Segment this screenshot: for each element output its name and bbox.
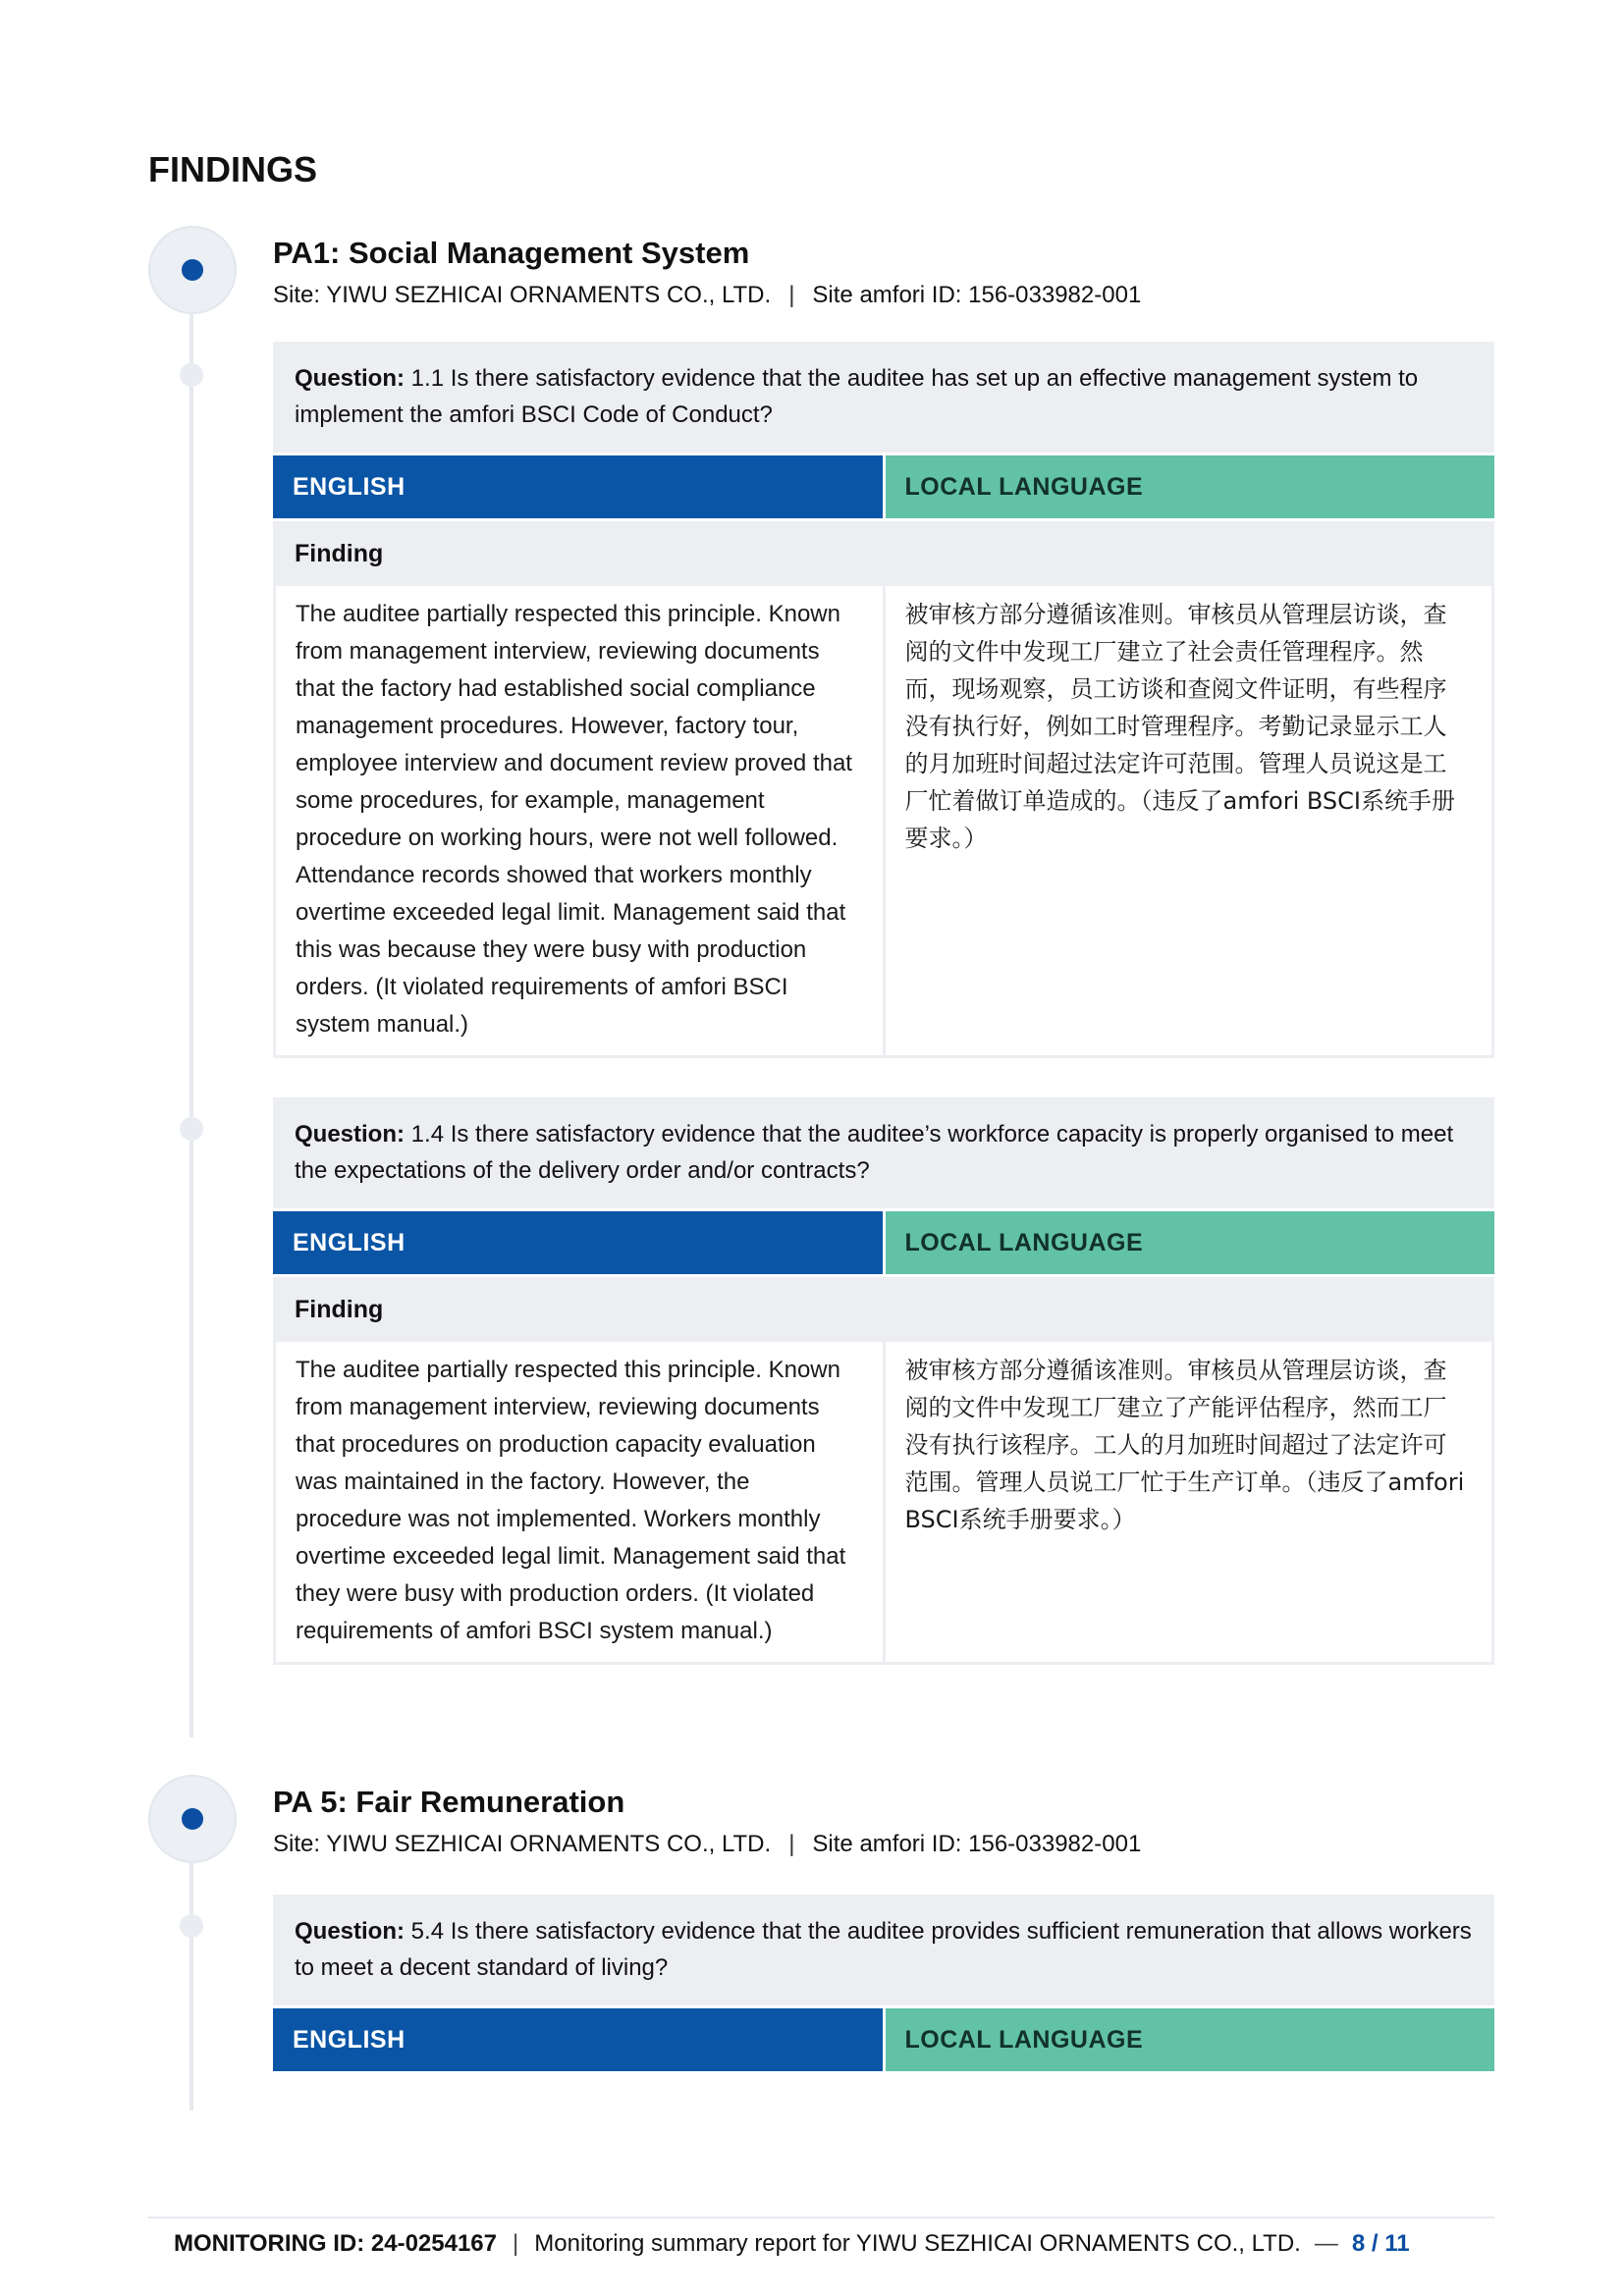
section-marker-icon xyxy=(148,226,237,314)
finding-local-text: 被审核方部分遵循该准则。审核员从管理层访谈，查阅的文件中发现工厂建立了社会责任管理程序。然而，现场观察，员工访谈和查阅文件证明，有些程序没有执行好，例如工时管理程序。考勤记录显示工人的月加班时间超过法定许可范围。管理人员说这是工厂忙着做订单造成的。（违反了amfori BSCI系统手册要求。） xyxy=(904,601,1455,852)
page-footer xyxy=(174,2230,1410,2258)
site-info xyxy=(273,1831,1141,1858)
page-title: FINDINGS xyxy=(148,149,318,189)
question-block xyxy=(273,1097,1494,1665)
site-separator: | xyxy=(788,282,795,308)
question-text: 5.4 Is there satisfactory evidence that the auditee provides sufficient remuneration that allows workers to meet a decent standard of living? xyxy=(295,1918,1472,1981)
question-dot-icon xyxy=(180,1117,203,1141)
question-label: Question: xyxy=(295,365,405,392)
finding-body xyxy=(273,586,1494,1058)
timeline-line xyxy=(189,314,193,1737)
question-block xyxy=(273,342,1494,1058)
site-separator: | xyxy=(788,1831,795,1857)
finding-label: Finding xyxy=(273,521,1494,586)
question-dot-icon xyxy=(180,1914,203,1938)
question-dot-icon xyxy=(180,363,203,387)
english-column-header: ENGLISH xyxy=(273,455,883,518)
finding-english-text: The auditee partially respected this principle. Known from management interview, reviewing documents that the factory had established social compliance management procedures. However, factory tour, employee interview and document review proved that some procedures, for example, management procedure on working hours, were not well followed. Attendance records showed that workers monthly overtime exceeded legal limit. Management said that this was because they were busy with production orders. (It violated requirements of amfori BSCI system manual.) xyxy=(276,586,886,1055)
page-number: 8 / 11 xyxy=(1351,2230,1410,2257)
local-language-column-header: LOCAL LANGUAGE xyxy=(886,2008,1495,2071)
section-title: PA1: Social Management System xyxy=(273,236,750,270)
site-name: Site: YIWU SEZHICAI ORNAMENTS CO., LTD. xyxy=(273,1831,772,1857)
timeline-line xyxy=(189,1860,193,2110)
question-text: 1.1 Is there satisfactory evidence that the auditee has set up an effective management system to implement the amfori BSCI Code of Conduct? xyxy=(295,365,1419,428)
language-header-row xyxy=(273,455,1494,518)
question-block xyxy=(273,1895,1494,2071)
question-panel xyxy=(273,1097,1494,1208)
section-marker-icon xyxy=(148,1775,237,1863)
question-label: Question: xyxy=(295,1121,405,1148)
section-title: PA 5: Fair Remuneration xyxy=(273,1785,625,1819)
local-language-column-header: LOCAL LANGUAGE xyxy=(886,455,1495,518)
monitoring-id: MONITORING ID: 24-0254167 xyxy=(174,2230,498,2257)
local-language-column-header: LOCAL LANGUAGE xyxy=(886,1211,1495,1274)
finding-body xyxy=(273,1342,1494,1665)
footer-divider xyxy=(148,2216,1494,2218)
question-panel xyxy=(273,342,1494,453)
site-amfori-id: Site amfori ID: 156-033982-001 xyxy=(812,1831,1142,1857)
language-header-row xyxy=(273,1211,1494,1274)
question-text: 1.4 Is there satisfactory evidence that the auditee’s workforce capacity is properly organised to meet the expectations of the delivery order and/or contracts? xyxy=(295,1121,1454,1184)
finding-english-text: The auditee partially respected this principle. Known from management interview, reviewing documents that procedures on production capacity evaluation was maintained in the factory. However, the procedure was not implemented. Workers monthly overtime exceeded legal limit. Management said that they were busy with production orders. (It violated requirements of amfori BSCI system manual.) xyxy=(276,1342,886,1662)
english-column-header: ENGLISH xyxy=(273,1211,883,1274)
footer-summary: Monitoring summary report for YIWU SEZHICAI ORNAMENTS CO., LTD. xyxy=(534,2230,1301,2257)
english-column-header: ENGLISH xyxy=(273,2008,883,2071)
site-amfori-id: Site amfori ID: 156-033982-001 xyxy=(812,282,1142,308)
footer-dash: — xyxy=(1314,2230,1338,2257)
finding-label: Finding xyxy=(273,1277,1494,1342)
site-name: Site: YIWU SEZHICAI ORNAMENTS CO., LTD. xyxy=(273,282,772,308)
question-label: Question: xyxy=(295,1918,405,1945)
question-panel xyxy=(273,1895,1494,2005)
finding-local-text: 被审核方部分遵循该准则。审核员从管理层访谈，查阅的文件中发现工厂建立了产能评估程序，然而工厂没有执行该程序。工人的月加班时间超过了法定许可范围。管理人员说工厂忙于生产订单。（违反了amfori BSCI系统手册要求。） xyxy=(904,1357,1465,1533)
site-info xyxy=(273,282,1141,309)
footer-separator: | xyxy=(513,2230,519,2257)
language-header-row xyxy=(273,2008,1494,2071)
